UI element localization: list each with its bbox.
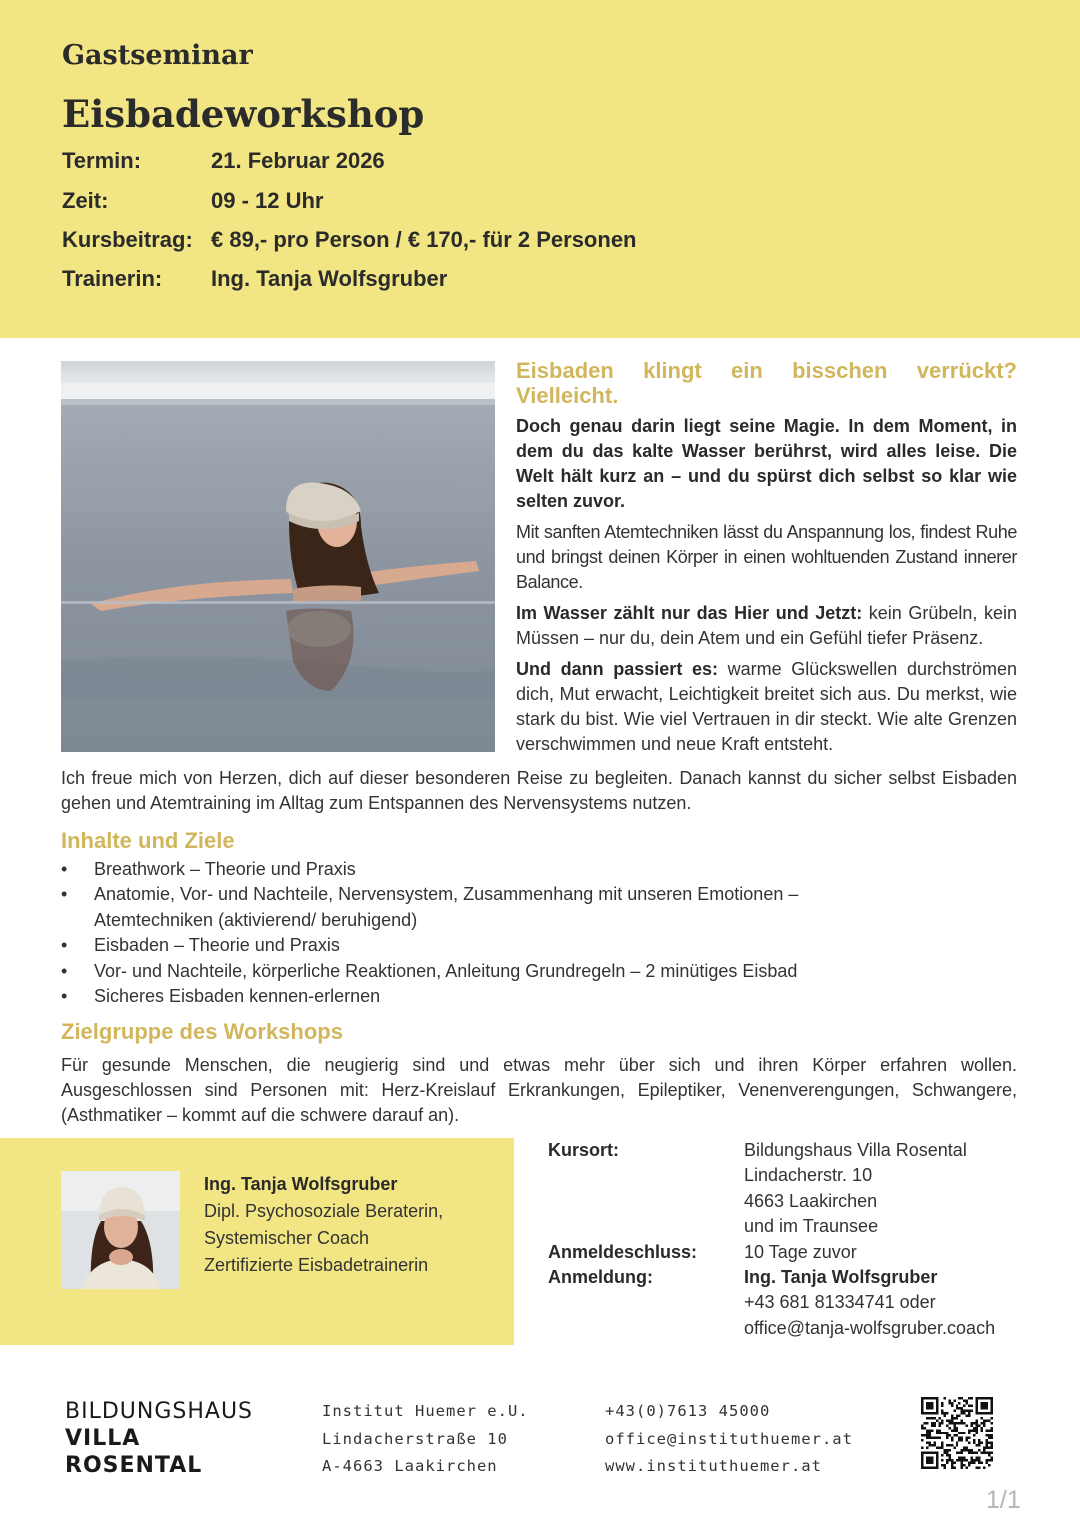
- emphasis: Und dann passiert es:: [516, 659, 718, 679]
- list-item: • Anatomie, Vor- und Nachteile, Nervensystem, Zusammenhang mit unseren Emotionen – Atemtechniken (aktivierend/ beruhigend): [61, 882, 841, 933]
- section-heading-target: Zielgruppe des Workshops: [61, 1019, 343, 1044]
- info-value: Ing. Tanja Wolfsgruber: [211, 266, 448, 291]
- detail-label: Anmeldung:: [548, 1267, 653, 1288]
- address-line: 4663 Laakirchen: [744, 1190, 878, 1211]
- detail-row-kursort: [548, 1138, 1048, 1240]
- trainer-name: Ing. Tanja Wolfsgruber: [204, 1174, 398, 1194]
- footer-address: [322, 1398, 529, 1481]
- footer-line: A-4663 Laakirchen: [322, 1457, 498, 1475]
- target-paragraph: Für gesunde Menschen, die neugierig sind und etwas mehr über sich und ihren Körper erfahren wollen. Ausgeschlossen sind Personen mit: Herz-Kreislauf Erkrankungen, Epileptiker, Venenverengungen, Schwangere, (Asthmatiker – kommt auf die schwere darauf an).: [61, 1055, 1017, 1125]
- list-item: • Eisbaden – Theorie und Praxis: [61, 933, 961, 958]
- info-label: Kursbeitrag:: [62, 227, 193, 252]
- trainer-credential: Systemischer Coach: [204, 1228, 370, 1248]
- course-details: [548, 1138, 1048, 1341]
- closing-paragraph: Ich freue mich von Herzen, dich auf dieser besonderen Reise zu begleiten. Danach kannst du sicher selbst Eisbaden gehen und Atemtraining im Alltag zum Entspannen des Nervensystems nutzen.: [61, 768, 1017, 813]
- detail-value: [744, 1265, 1048, 1341]
- info-row-kursbeitrag: [62, 227, 637, 253]
- list-item: • Breathwork – Theorie und Praxis: [61, 857, 961, 882]
- intro-headline-second: Vielleicht.: [516, 383, 619, 408]
- paragraph-text: warme Glückswellen durchströmen dich, Mut erwacht, Leichtigkeit breitet sich aus. Du merkst, wie stark du bist. Wie viel Vertrauen in dir steckt. Wie alte Grenzen verschwimmen und neue Kraft entsteht.: [516, 659, 1017, 754]
- address-line: und im Traunsee: [744, 1216, 879, 1237]
- qr-code-icon[interactable]: [921, 1397, 993, 1469]
- footer-phone[interactable]: +43(0)7613 45000: [605, 1402, 771, 1420]
- info-label: Trainerin:: [62, 266, 163, 291]
- intro-lead: Doch genau darin liegt seine Magie. In dem Moment, in dem du das kalte Wasser berührst, wird alles leise. Die Welt hält kurz an – und du spürst dich selbst so klar wie selten zuvor.: [516, 416, 1017, 511]
- kicker: Gastseminar: [62, 40, 253, 71]
- header-band: [0, 0, 1080, 338]
- trainer-photo: [61, 1171, 180, 1289]
- intro-column: [516, 358, 1017, 763]
- detail-value: [744, 1138, 1048, 1240]
- list-item: • Vor- und Nachteile, körperliche Reaktionen, Anleitung Grundregeln – 2 minütiges Eisbad: [61, 959, 961, 984]
- trainer-credential: Zertifizierte Eisbadetrainerin: [204, 1255, 429, 1275]
- info-value: 21. Februar 2026: [211, 148, 385, 173]
- ice-bath-photo: [61, 361, 495, 752]
- logo-line: ROSENTAL: [65, 1453, 203, 1478]
- contact-phone[interactable]: +43 681 81334741 oder: [744, 1292, 936, 1313]
- footer-website[interactable]: www.instituthuemer.at: [605, 1457, 822, 1475]
- paragraph-text: kein Grübeln, kein Müssen – nur du, dein Atem und ein Gefühl tiefer Präsenz.: [516, 603, 1017, 648]
- address-line: Lindacherstr. 10: [744, 1165, 873, 1186]
- bildungshaus-logo: [65, 1398, 253, 1479]
- info-row-zeit: [62, 188, 324, 214]
- section-heading-contents: Inhalte und Ziele: [61, 828, 235, 853]
- info-row-trainerin: [62, 266, 447, 292]
- emphasis: Im Wasser zählt nur das Hier und Jetzt:: [516, 603, 863, 623]
- contact-email[interactable]: office@tanja-wolfsgruber.coach: [744, 1317, 996, 1338]
- info-label: Termin:: [62, 148, 142, 173]
- ice-bath-illustration: [61, 361, 495, 752]
- footer-email[interactable]: office@instituthuemer.at: [605, 1429, 853, 1448]
- footer-contact: [605, 1398, 853, 1481]
- contents-list: [61, 857, 961, 1009]
- info-value: 09 - 12 Uhr: [211, 188, 324, 213]
- detail-label: Kursort:: [548, 1140, 619, 1160]
- logo-line: BILDUNGSHAUS: [65, 1399, 254, 1424]
- address-line: Bildungshaus Villa Rosental: [744, 1140, 967, 1160]
- contact-name: Ing. Tanja Wolfsgruber: [744, 1267, 938, 1288]
- trainer-info: [204, 1171, 443, 1279]
- footer-line: Lindacherstraße 10: [322, 1429, 508, 1448]
- detail-value: 10 Tage zuvor: [744, 1241, 857, 1262]
- detail-row-anmeldeschluss: [548, 1240, 1048, 1265]
- info-label: Zeit:: [62, 188, 109, 213]
- intro-paragraph: Mit sanften Atemtechniken lässt du Anspannung los, findest Ruhe und bringst deinen Körper in einen wohltuenden Zustand innerer Balance.: [516, 522, 1017, 592]
- trainer-credential: Dipl. Psychosoziale Beraterin,: [204, 1201, 444, 1221]
- intro-paragraph: [516, 657, 1017, 757]
- logo-line: VILLA: [65, 1426, 141, 1451]
- qr-code-graphic: [921, 1397, 993, 1469]
- page-indicator: 1/1: [986, 1486, 1021, 1513]
- footer-line: Institut Huemer e.U.: [322, 1402, 529, 1420]
- detail-row-anmeldung: [548, 1265, 1048, 1341]
- intro-headline: Eisbaden klingt ein bisschen verrückt?: [516, 358, 1017, 383]
- intro-paragraph: [516, 601, 1017, 651]
- detail-label: Anmeldeschluss:: [548, 1241, 698, 1262]
- page-title: Eisbadeworkshop: [62, 92, 425, 136]
- list-item: • Sicheres Eisbaden kennen-erlernen: [61, 984, 961, 1009]
- trainer-portrait: [61, 1171, 180, 1289]
- info-row-termin: [62, 148, 385, 174]
- info-value: € 89,- pro Person / € 170,- für 2 Personen: [211, 227, 637, 252]
